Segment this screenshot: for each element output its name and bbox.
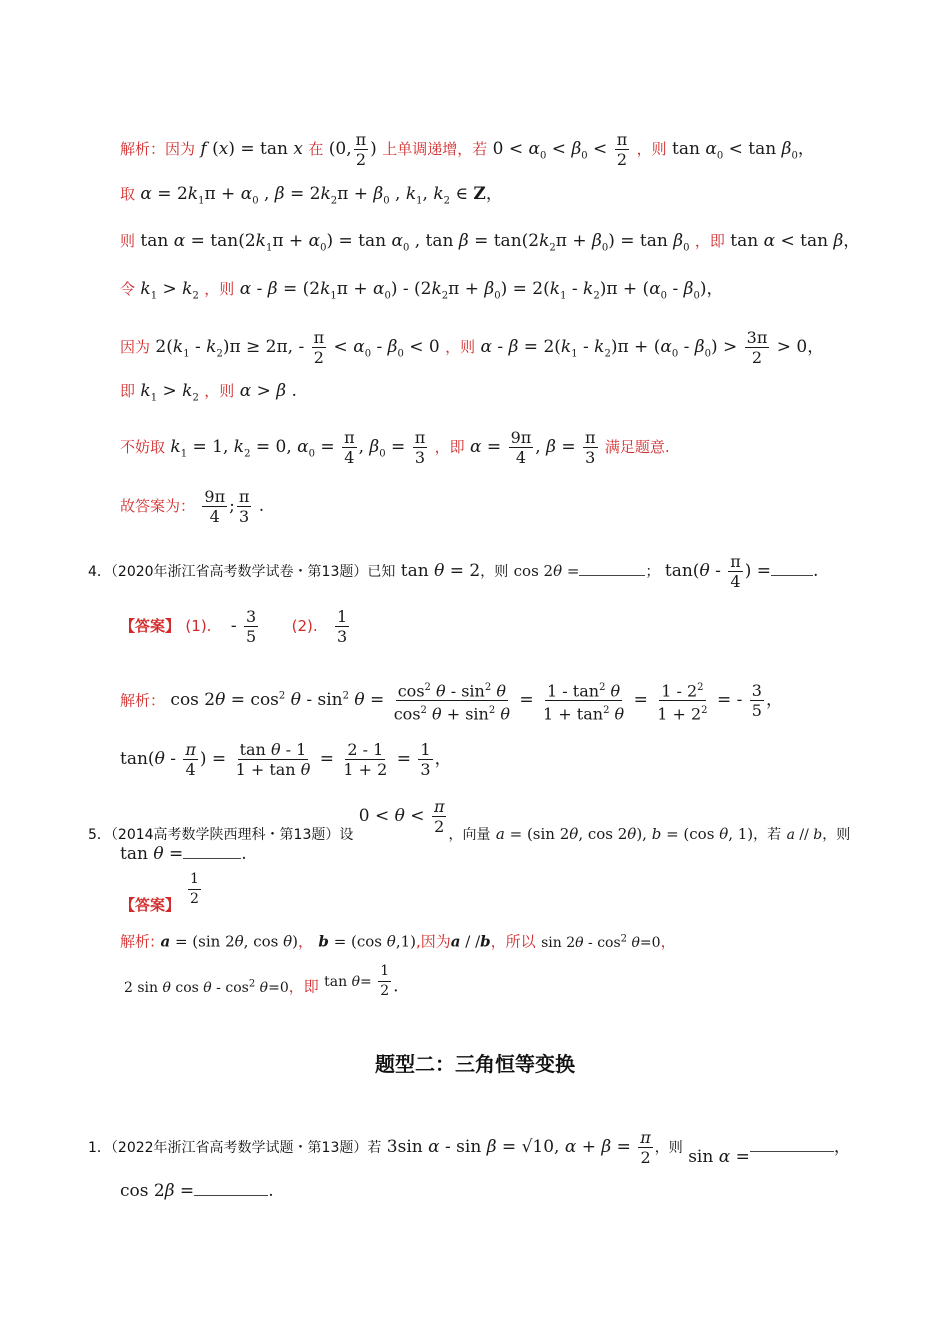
q4-answer: 【答案】 (1). - $\frac{3}{5}$ (2). $\frac{1}{3}$ [120,607,348,646]
solution-label: 解析：因为 [120,140,196,158]
q4-analysis-2: tan(θ - $\frac{\pi}{4}$ ) = $\frac{\text{tan θ - 1}}{\text{1 + tan θ}}$ = $\frac{2 - 1}{1 + 2}$ = $\frac{1}{3}$ ， [120,740,452,779]
solution-line-4: 令 $k_1 > k_2$ ，则 $\alpha - \beta = (2k_1\pi + \alpha_0) - (2k_2\pi + \beta_0) = 2(k_1 - k_2)\pi + (\alpha_0 - \beta_0)$， [120,279,724,302]
question-number: 5． [88,827,111,843]
answer-blank[interactable] [183,857,241,859]
q5-answer [120,894,180,916]
answer-blank[interactable] [750,1150,834,1152]
q4-analysis-1: 解析： $\cos 2\theta = \cos^2 \theta - \sin^2 \theta$ = $\frac{\cos^2 \theta - \sin^2 \theta}{\cos^2 \theta + \sin^2 \theta}$ = $\frac{1 - \tan^2 \theta}{1 + \tan^2 \theta}$ = $\frac{1 - 2^2}{1 + 2^2}$ = - $\frac{3}{5}$ ， [120,678,783,724]
question-number: 1． [88,1140,111,1156]
answer-blank[interactable] [194,1194,268,1196]
answer-tag: 【答案】 [120,896,181,914]
solution-line-7: 不妨取 $k_1 = 1$, $k_2 = 0$, $\alpha_0$ = $\frac{\pi}{4}$ , $\beta_0$ = $\frac{\pi}{3}$ ，即 α = $\frac{9\pi}{4}$ , β = $\frac{\pi}{3}$ 满足题意. [120,428,670,467]
answer-blank[interactable] [579,574,645,576]
solution-line-6: 即 $k_1 > k_2$ ，则 α > β . [120,381,297,404]
solution-line-3: 则 $\tan \alpha = \tan(2k_1\pi + \alpha_0) = \tan \alpha_0$ , $\tan \beta = \tan(2k_2\pi + \beta_0) = \tan \beta_0$ ，即 tan α < tan β， [120,231,861,254]
q5-answer-value: $\frac{1}{2}$ [190,871,199,907]
answer-blank[interactable] [771,574,813,576]
q5-blank-line: tan θ = . [120,844,247,864]
solution-line-8: 故答案为： $\frac{9\pi}{4}$ ; $\frac{\pi}{3}$ . [120,487,265,526]
question-4: 4．（2020年浙江省高考数学试卷・第13题）已知 tan θ = 2，则 cos 2θ = ； tan(θ - $\frac{\pi}{4}$ ) = . [88,552,819,591]
q5-analysis-2: 2 sin θ $\cos \theta - \cos^2 \theta=0$，即 $^{tan \theta= \frac{1}{2}}$ . [124,963,399,999]
question-5: 5．（2014高考数学陕西理科・第13题）设 0 < θ < $\frac{\pi}{2}$ ，向量 a = (sin 2θ, cos 2θ), b = (cos θ, 1)，若 a // b，则 [88,797,851,843]
question-1: 1．（2022年浙江省高考数学试题・第13题）若 3sin α - sin β = √10, α + β = $\frac{\pi}{2}$ ，则 sin α = ， [88,1128,851,1167]
answer-tag: 【答案】 [120,617,181,635]
section-title: 题型二：三角恒等变换 [375,1052,575,1076]
solution-line-2: 取 $\alpha = 2k_1\pi + \alpha_0$ , $\beta = 2k_2\pi + \beta_0$ , $k_1$, $k_2$ ∈ Z， [120,184,503,207]
question-1-line-2: cos 2β = . [120,1181,274,1201]
question-source: （2022年浙江省高考数学试题・第13题）若 [110,1140,382,1156]
question-source: （2020年浙江省高考数学试卷・第13题）已知 [110,564,396,580]
question-number: 4． [88,564,111,580]
solution-line-1: 解析：因为 f (x) = tan x 在 (0, $\frac{\pi}{2}$ ) 上单调递增，若 $0 < \alpha_0 < \beta_0$ < $\frac{\pi}{2}$ ，则 $\tan \alpha_0 < \tan \beta_0$， [120,130,815,169]
q5-analysis-1: 解析: a = (sin 2θ, cos θ)， b = (cos θ,1),因为a / /b，所以 $\sin 2\theta - \cos^2 \theta=0$， [120,932,676,951]
question-source: （2014高考数学陕西理科・第13题）设 [110,827,354,843]
solution-line-5: 因为 $2(k_1 - k_2)\pi \ge 2\pi$, - $\frac{\pi}{2}$ < $\alpha_0 - \beta_0 < 0$ ，则 $\alpha - \beta = 2(k_1 - k_2)\pi + (\alpha_0 - \beta_0)$ > $\frac{3\pi}{2}$ > 0， [120,328,825,367]
